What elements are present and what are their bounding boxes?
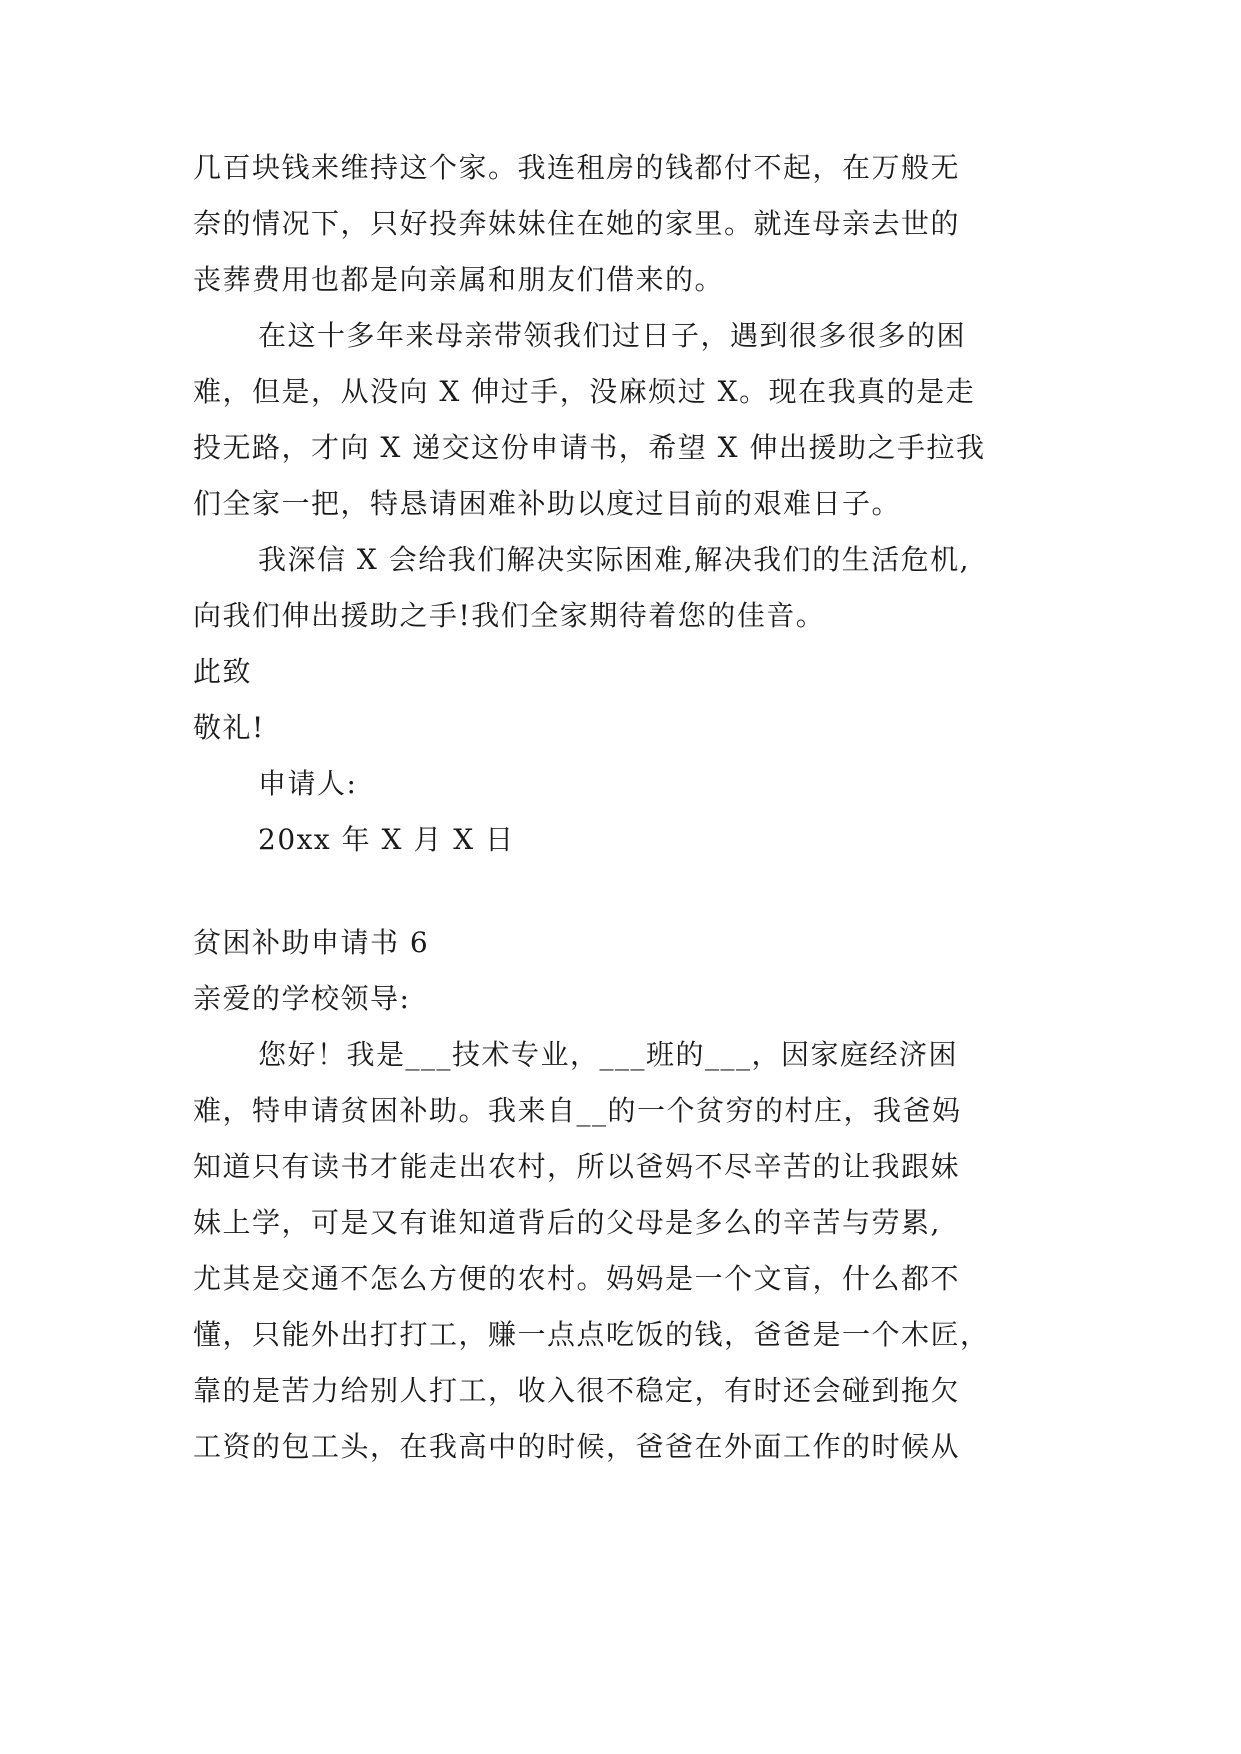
closing-line: 敬礼! (193, 711, 265, 744)
text-line: 您好！我是___技术专业，___班的___，因家庭经济困 (258, 1038, 959, 1071)
date-line: 20xx 年 X 月 X 日 (258, 823, 515, 856)
text-line: 丧葬费用也都是向亲属和朋友们借来的。 (193, 263, 725, 296)
text-line: 懂，只能外出打打工，赚一点点吃饭的钱，爸爸是一个木匠， (193, 1318, 990, 1351)
closing-line: 此致 (193, 655, 253, 688)
text-line: 妹上学，可是又有谁知道背后的父母是多么的辛苦与劳累, (193, 1206, 941, 1239)
text-line: 难，但是，从没向 X 伸过手，没麻烦过 X。现在我真的是走 (193, 375, 976, 408)
text-line: 靠的是苦力给别人打工，收入很不稳定，有时还会碰到拖欠 (193, 1374, 961, 1407)
text-line: 投无路，才向 X 递交这份申请书，希望 X 伸出援助之手拉我 (193, 431, 986, 464)
text-line: 工资的包工头，在我高中的时候，爸爸在外面工作的时候从 (193, 1430, 961, 1463)
applicant-label: 申请人: (258, 767, 358, 800)
text-line: 向我们伸出援助之手!我们全家期待着您的佳音。 (193, 599, 826, 632)
text-line: 在这十多年来母亲带领我们过日子，遇到很多很多的困 (258, 319, 967, 352)
text-line: 几百块钱来维持这个家。我连租房的钱都付不起，在万般无 (193, 151, 961, 184)
text-line: 我深信 X 会给我们解决实际困难,解决我们的生活危机, (258, 543, 971, 576)
text-line: 知道只有读书才能走出农村，所以爸妈不尽辛苦的让我跟妹 (193, 1150, 961, 1183)
section-title: 贫困补助申请书 6 (193, 926, 430, 959)
text-line: 难，特申请贫困补助。我来自__的一个贫穷的村庄，我爸妈 (193, 1094, 962, 1127)
text-line: 们全家一把，特恳请困难补助以度过目前的艰难日子。 (193, 487, 902, 520)
salutation: 亲爱的学校领导: (193, 982, 411, 1015)
text-line: 尤其是交通不怎么方便的农村。妈妈是一个文盲，什么都不 (193, 1262, 961, 1295)
text-line: 奈的情况下，只好投奔妹妹住在她的家里。就连母亲去世的 (193, 207, 961, 240)
